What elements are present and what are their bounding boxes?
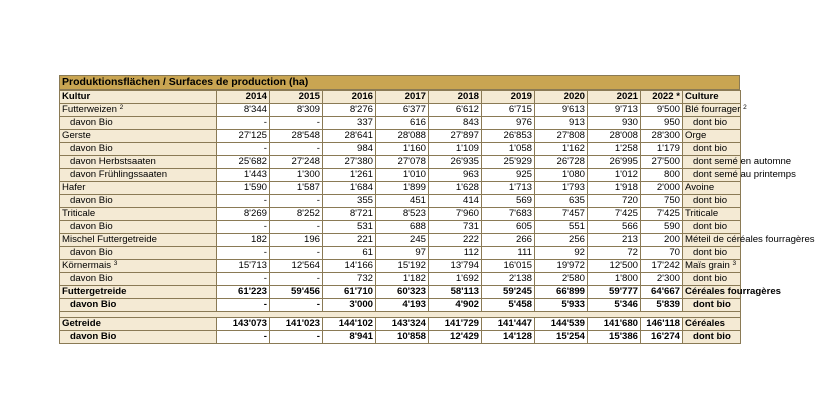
row-culture: [683, 260, 741, 273]
header-year: 2016: [323, 91, 376, 104]
table-row: [60, 299, 741, 312]
value-cell: -: [270, 247, 323, 260]
value-cell: 28'088: [376, 130, 429, 143]
value-cell: 1'258: [588, 143, 641, 156]
value-cell: 16'274: [641, 331, 683, 344]
row-culture-text: dont bio: [693, 195, 728, 206]
row-culture: [683, 286, 781, 299]
value-cell: 16'015: [482, 260, 535, 273]
value-cell: 5'839: [641, 299, 683, 312]
row-culture-text: dont bio: [693, 247, 728, 258]
table-body: [60, 104, 815, 344]
value-cell: 27'248: [270, 156, 323, 169]
value-cell: 1'918: [588, 182, 641, 195]
row-culture: [683, 221, 741, 234]
row-label-text: Gerste: [62, 130, 91, 141]
value-cell: 64'667: [641, 286, 683, 299]
table-row: [60, 286, 741, 299]
row-label-text: davon Bio: [70, 299, 117, 310]
value-cell: 141'729: [429, 318, 482, 331]
value-cell: 25'929: [482, 156, 535, 169]
header-row: [60, 91, 741, 104]
footnote-marker: 2: [743, 104, 747, 111]
value-cell: 213: [588, 234, 641, 247]
value-cell: 2'000: [641, 182, 683, 195]
value-cell: 6'377: [376, 104, 429, 117]
row-culture-text: Blé fourrager: [685, 104, 741, 115]
value-cell: 196: [270, 234, 323, 247]
value-cell: -: [270, 117, 323, 130]
row-culture-text: dont semé en automne: [693, 156, 792, 167]
value-cell: 1'179: [641, 143, 683, 156]
row-culture-text: Céréales fourragères: [685, 286, 781, 297]
value-cell: 1'628: [429, 182, 482, 195]
row-label: [60, 104, 217, 117]
value-cell: 10'858: [376, 331, 429, 344]
row-culture: [683, 182, 741, 195]
value-cell: 551: [535, 221, 588, 234]
row-culture: [683, 247, 741, 260]
row-culture-text: dont bio: [693, 273, 728, 284]
value-cell: -: [217, 331, 270, 344]
value-cell: 26'995: [588, 156, 641, 169]
row-label-text: davon Bio: [70, 117, 113, 128]
value-cell: 5'458: [482, 299, 535, 312]
value-cell: 14'128: [482, 331, 535, 344]
row-culture-text: Céréales: [685, 318, 726, 329]
value-cell: 355: [323, 195, 376, 208]
value-cell: 569: [482, 195, 535, 208]
table-row: [60, 169, 741, 182]
row-label: [60, 234, 217, 247]
value-cell: 141'023: [270, 318, 323, 331]
row-label: [60, 117, 217, 130]
value-cell: 1'010: [376, 169, 429, 182]
table-row: [60, 143, 741, 156]
value-cell: 141'680: [588, 318, 641, 331]
value-cell: 2'580: [535, 273, 588, 286]
row-culture: [683, 117, 741, 130]
value-cell: 27'897: [429, 130, 482, 143]
row-label: [60, 130, 217, 143]
value-cell: 950: [641, 117, 683, 130]
value-cell: 8'523: [376, 208, 429, 221]
table-row: [60, 156, 741, 169]
row-culture-text: dont bio: [693, 221, 728, 232]
value-cell: 720: [588, 195, 641, 208]
value-cell: 28'548: [270, 130, 323, 143]
row-culture-text: dont bio: [693, 143, 728, 154]
value-cell: 8'276: [323, 104, 376, 117]
row-culture-text: Triticale: [685, 208, 719, 219]
value-cell: 7'960: [429, 208, 482, 221]
value-cell: 59'777: [588, 286, 641, 299]
value-cell: -: [217, 247, 270, 260]
value-cell: 15'386: [588, 331, 641, 344]
value-cell: -: [270, 331, 323, 344]
value-cell: 2'300: [641, 273, 683, 286]
value-cell: 9'500: [641, 104, 683, 117]
value-cell: 25'682: [217, 156, 270, 169]
value-cell: 266: [482, 234, 535, 247]
value-cell: 963: [429, 169, 482, 182]
row-culture-text: dont bio: [693, 331, 731, 342]
value-cell: 59'456: [270, 286, 323, 299]
value-cell: -: [270, 273, 323, 286]
value-cell: 731: [429, 221, 482, 234]
value-cell: 28'008: [588, 130, 641, 143]
value-cell: 111: [482, 247, 535, 260]
value-cell: 8'941: [323, 331, 376, 344]
value-cell: 451: [376, 195, 429, 208]
value-cell: -: [217, 117, 270, 130]
value-cell: 8'344: [217, 104, 270, 117]
value-cell: 1'012: [588, 169, 641, 182]
header-year: 2018: [429, 91, 482, 104]
row-label-text: Triticale: [62, 208, 96, 219]
value-cell: 14'166: [323, 260, 376, 273]
value-cell: 58'113: [429, 286, 482, 299]
value-cell: 414: [429, 195, 482, 208]
row-culture: [683, 156, 792, 169]
row-label-text: davon Frühlingssaaten: [70, 169, 168, 180]
header-year: 2019: [482, 91, 535, 104]
row-label-text: davon Bio: [70, 221, 113, 232]
value-cell: 19'972: [535, 260, 588, 273]
value-cell: 1'587: [270, 182, 323, 195]
row-culture-text: dont bio: [693, 117, 728, 128]
value-cell: 590: [641, 221, 683, 234]
header-year: 2021: [588, 91, 641, 104]
row-culture: [683, 273, 741, 286]
row-culture: [683, 318, 741, 331]
value-cell: 143'324: [376, 318, 429, 331]
value-cell: -: [270, 221, 323, 234]
value-cell: 9'613: [535, 104, 588, 117]
row-culture-text: Méteil de céréales fourragères: [685, 234, 815, 245]
value-cell: 15'254: [535, 331, 588, 344]
value-cell: 4'902: [429, 299, 482, 312]
table-row: [60, 273, 741, 286]
value-cell: 930: [588, 117, 641, 130]
value-cell: 27'500: [641, 156, 683, 169]
footnote-marker: 3: [732, 260, 737, 267]
value-cell: 27'078: [376, 156, 429, 169]
row-label: [60, 143, 217, 156]
value-cell: 7'683: [482, 208, 535, 221]
row-label-text: davon Bio: [70, 331, 117, 342]
row-label: [60, 156, 217, 169]
table-row: [60, 260, 741, 273]
value-cell: 141'447: [482, 318, 535, 331]
row-label: [60, 318, 217, 331]
value-cell: 337: [323, 117, 376, 130]
value-cell: 8'721: [323, 208, 376, 221]
row-label-text: davon Bio: [70, 143, 113, 154]
value-cell: 26'935: [429, 156, 482, 169]
table-row: [60, 221, 741, 234]
value-cell: 984: [323, 143, 376, 156]
value-cell: 1'899: [376, 182, 429, 195]
row-label-text: Körnermais: [62, 260, 112, 271]
value-cell: 5'933: [535, 299, 588, 312]
table-row: [60, 195, 741, 208]
row-label: [60, 299, 217, 312]
value-cell: 1'182: [376, 273, 429, 286]
value-cell: 15'713: [217, 260, 270, 273]
table-row: [60, 234, 741, 247]
value-cell: 61: [323, 247, 376, 260]
value-cell: 8'269: [217, 208, 270, 221]
value-cell: -: [217, 273, 270, 286]
value-cell: 1'590: [217, 182, 270, 195]
value-cell: 1'684: [323, 182, 376, 195]
value-cell: -: [217, 195, 270, 208]
value-cell: -: [270, 299, 323, 312]
value-cell: 9'713: [588, 104, 641, 117]
value-cell: 72: [588, 247, 641, 260]
value-cell: 12'429: [429, 331, 482, 344]
row-label-text: davon Bio: [70, 273, 113, 284]
row-culture: [683, 331, 741, 344]
value-cell: -: [217, 299, 270, 312]
value-cell: 800: [641, 169, 683, 182]
value-cell: 26'728: [535, 156, 588, 169]
row-label-text: Mischel Futtergetreide: [62, 234, 157, 245]
row-label-text: davon Bio: [70, 247, 113, 258]
value-cell: 112: [429, 247, 482, 260]
value-cell: -: [270, 143, 323, 156]
header-year: 2017: [376, 91, 429, 104]
table-row: [60, 104, 741, 117]
row-label: [60, 331, 217, 344]
table-title: Produktionsflächen / Surfaces de production (ha): [59, 75, 740, 90]
row-label: [60, 260, 217, 273]
table-row: [60, 117, 741, 130]
value-cell: 146'118: [641, 318, 683, 331]
row-culture-text: Orge: [685, 130, 707, 141]
value-cell: 976: [482, 117, 535, 130]
value-cell: -: [217, 143, 270, 156]
value-cell: 913: [535, 117, 588, 130]
value-cell: 635: [535, 195, 588, 208]
value-cell: 182: [217, 234, 270, 247]
value-cell: 245: [376, 234, 429, 247]
value-cell: 616: [376, 117, 429, 130]
row-label: [60, 182, 217, 195]
row-culture: [683, 299, 741, 312]
header-kultur: Kultur: [60, 91, 217, 104]
value-cell: 688: [376, 221, 429, 234]
table-row: [60, 331, 741, 344]
value-cell: 221: [323, 234, 376, 247]
header-year: 2015: [270, 91, 323, 104]
value-cell: 200: [641, 234, 683, 247]
row-label-text: davon Herbstsaaten: [70, 156, 156, 167]
value-cell: 15'192: [376, 260, 429, 273]
value-cell: 7'425: [641, 208, 683, 221]
value-cell: 70: [641, 247, 683, 260]
value-cell: 256: [535, 234, 588, 247]
value-cell: 5'346: [588, 299, 641, 312]
table-row: [60, 130, 741, 143]
value-cell: 1'261: [323, 169, 376, 182]
value-cell: 1'793: [535, 182, 588, 195]
row-culture-text: Avoine: [685, 182, 715, 193]
table-row: [60, 208, 741, 221]
value-cell: 2'138: [482, 273, 535, 286]
table-row: [60, 182, 741, 195]
value-cell: 66'899: [535, 286, 588, 299]
value-cell: 27'808: [535, 130, 588, 143]
value-cell: 1'160: [376, 143, 429, 156]
row-culture-text: dont bio: [693, 299, 731, 310]
row-label: [60, 221, 217, 234]
value-cell: 144'102: [323, 318, 376, 331]
value-cell: -: [270, 195, 323, 208]
value-cell: 97: [376, 247, 429, 260]
row-label: [60, 273, 217, 286]
value-cell: 566: [588, 221, 641, 234]
value-cell: 6'715: [482, 104, 535, 117]
row-culture: [683, 234, 815, 247]
footnote-marker: 2: [119, 104, 124, 111]
value-cell: 1'162: [535, 143, 588, 156]
header-year: 2022 *: [641, 91, 683, 104]
value-cell: 12'564: [270, 260, 323, 273]
row-label-text: Futterweizen: [62, 104, 117, 115]
value-cell: 61'223: [217, 286, 270, 299]
row-culture: [683, 169, 796, 182]
value-cell: 3'000: [323, 299, 376, 312]
value-cell: 60'323: [376, 286, 429, 299]
value-cell: 61'710: [323, 286, 376, 299]
value-cell: 1'300: [270, 169, 323, 182]
value-cell: 59'245: [482, 286, 535, 299]
value-cell: 143'073: [217, 318, 270, 331]
value-cell: 28'300: [641, 130, 683, 143]
value-cell: 8'309: [270, 104, 323, 117]
row-culture: [683, 104, 747, 117]
value-cell: 92: [535, 247, 588, 260]
value-cell: 605: [482, 221, 535, 234]
value-cell: 1'080: [535, 169, 588, 182]
value-cell: 531: [323, 221, 376, 234]
value-cell: 28'641: [323, 130, 376, 143]
row-label-text: Hafer: [62, 182, 86, 193]
header-culture: Culture: [683, 91, 741, 104]
header-year: 2020: [535, 91, 588, 104]
value-cell: 1'443: [217, 169, 270, 182]
production-table-container: [59, 75, 815, 344]
value-cell: 732: [323, 273, 376, 286]
row-culture-text: dont semé au printemps: [693, 169, 796, 180]
value-cell: 17'242: [641, 260, 683, 273]
value-cell: 7'457: [535, 208, 588, 221]
value-cell: 1'109: [429, 143, 482, 156]
row-culture: [683, 130, 741, 143]
row-label: [60, 195, 217, 208]
row-label: [60, 208, 217, 221]
value-cell: 8'252: [270, 208, 323, 221]
value-cell: 1'800: [588, 273, 641, 286]
row-label: [60, 247, 217, 260]
row-label-text: Futtergetreide: [62, 286, 127, 297]
value-cell: 27'380: [323, 156, 376, 169]
value-cell: 1'058: [482, 143, 535, 156]
row-label: [60, 286, 217, 299]
table-row: [60, 247, 741, 260]
header-year: 2014: [217, 91, 270, 104]
table-row: [60, 318, 741, 331]
row-culture: [683, 208, 741, 221]
value-cell: 925: [482, 169, 535, 182]
value-cell: 13'794: [429, 260, 482, 273]
value-cell: 222: [429, 234, 482, 247]
value-cell: 26'853: [482, 130, 535, 143]
row-culture: [683, 195, 741, 208]
value-cell: 7'425: [588, 208, 641, 221]
row-culture-text: Maïs grain: [685, 260, 730, 271]
value-cell: 6'612: [429, 104, 482, 117]
value-cell: 4'193: [376, 299, 429, 312]
value-cell: 27'125: [217, 130, 270, 143]
footnote-marker: 3: [113, 260, 118, 267]
value-cell: 750: [641, 195, 683, 208]
value-cell: 1'692: [429, 273, 482, 286]
row-label-text: davon Bio: [70, 195, 113, 206]
row-label: [60, 169, 217, 182]
value-cell: 843: [429, 117, 482, 130]
value-cell: 144'539: [535, 318, 588, 331]
value-cell: -: [217, 221, 270, 234]
value-cell: 1'713: [482, 182, 535, 195]
row-culture: [683, 143, 741, 156]
production-table: [59, 90, 815, 344]
row-label-text: Getreide: [62, 318, 101, 329]
value-cell: 12'500: [588, 260, 641, 273]
